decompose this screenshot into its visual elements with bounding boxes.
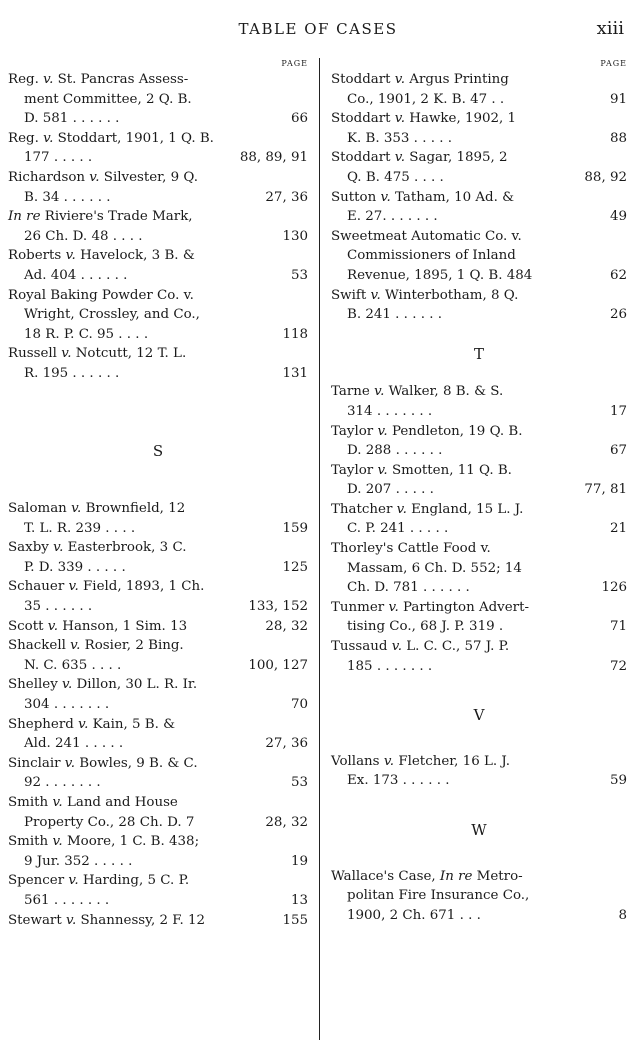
case-text: Saloman v. Brownfield, 12	[8, 501, 186, 517]
page-reference: 126	[601, 580, 627, 596]
case-text: Swift v. Winterbotham, 8 Q.	[331, 287, 519, 303]
case-line	[8, 129, 308, 149]
case-line	[331, 286, 627, 306]
page-header	[0, 18, 636, 44]
case-text: Taylor v. Smotten, 11 Q. B.	[331, 462, 512, 478]
case-text: Commissioners of Inland	[347, 248, 516, 264]
case-line	[331, 70, 627, 90]
page-reference: 88, 92	[584, 169, 627, 185]
case-entry	[8, 246, 308, 285]
case-entry	[331, 422, 627, 461]
case-line	[8, 148, 308, 168]
case-line	[8, 305, 308, 325]
case-text: Russell v. Notcutt, 12 T. L.	[8, 346, 187, 362]
case-line	[8, 813, 308, 833]
case-line	[331, 539, 627, 559]
page-reference: 71	[609, 619, 627, 635]
case-line	[331, 519, 627, 539]
right-column	[331, 58, 627, 925]
case-text: Ad. 404 . . . . . .	[24, 267, 128, 283]
case-line	[331, 598, 627, 618]
case-text: Wallace's Case,	[331, 868, 440, 884]
case-text: Wright, Crossley, and Co.,	[24, 307, 200, 323]
case-entry	[8, 793, 308, 832]
case-line	[331, 168, 627, 188]
case-entry	[8, 636, 308, 675]
case-line	[8, 499, 308, 519]
section-letter: W	[471, 821, 487, 839]
case-line	[331, 129, 627, 149]
case-entry	[8, 538, 308, 577]
case-text: Revenue, 1895, 1 Q. B. 484	[347, 267, 533, 283]
page-reference: 53	[290, 267, 308, 283]
case-entry	[331, 461, 627, 500]
case-entry	[331, 382, 627, 421]
case-text: Thatcher v. England, 15 L. J.	[331, 501, 524, 517]
page-reference: 77, 81	[584, 482, 627, 498]
page-reference: 28, 32	[265, 814, 308, 830]
case-line	[8, 70, 308, 90]
case-text: Tarne v. Walker, 8 B. & S.	[331, 384, 504, 400]
case-line	[8, 246, 308, 266]
case-entry	[331, 598, 627, 637]
case-entry	[8, 344, 308, 383]
case-line	[8, 109, 308, 129]
page-reference: 59	[609, 773, 627, 789]
page-reference: 27, 36	[265, 736, 308, 752]
case-entry	[331, 109, 627, 148]
case-text: Tussaud v. L. C. C., 57 J. P.	[331, 639, 510, 655]
case-line	[8, 715, 308, 735]
case-text: Co., 1901, 2 K. B. 47 . .	[347, 91, 505, 107]
page-reference: 125	[282, 559, 308, 575]
case-entry	[8, 70, 308, 129]
page-number: xiii	[596, 18, 624, 39]
case-line	[8, 538, 308, 558]
case-line	[8, 636, 308, 656]
case-line	[331, 188, 627, 208]
case-text: Riviere's Trade Mark,	[40, 209, 193, 225]
case-text: Stoddart v. Hawke, 1902, 1	[331, 111, 517, 127]
page-reference: 159	[282, 520, 308, 536]
page-reference: 118	[282, 326, 308, 342]
case-text: politan Fire Insurance Co.,	[347, 888, 530, 904]
case-line	[331, 559, 627, 579]
case-text: Ex. 173 . . . . . .	[347, 773, 450, 789]
page-reference: 28, 32	[265, 618, 308, 634]
case-line	[331, 305, 627, 325]
case-line	[8, 832, 308, 852]
case-text: 26 Ch. D. 48 . . . .	[24, 228, 143, 244]
case-line	[8, 793, 308, 813]
case-line	[331, 480, 627, 500]
case-line	[8, 558, 308, 578]
page-reference: 49	[609, 209, 627, 225]
case-line	[331, 657, 627, 677]
column-divider	[319, 58, 320, 1040]
case-text: Taylor v. Pendleton, 19 Q. B.	[331, 423, 523, 439]
case-text-italic: In re	[439, 868, 473, 884]
case-text: Sinclair v. Bowles, 9 B. & C.	[8, 755, 198, 771]
case-text: Ch. D. 781 . . . . . .	[347, 580, 470, 596]
page-column-label: PAGE	[600, 59, 627, 68]
case-text: T. L. R. 239 . . . .	[24, 520, 136, 536]
case-line	[8, 207, 308, 227]
case-text: Smith v. Land and House	[8, 795, 178, 810]
page-reference: 53	[290, 775, 308, 791]
case-entry	[331, 148, 627, 187]
page-reference: 8	[618, 907, 627, 923]
case-text: Reg. v. St. Pancras Assess-	[8, 72, 189, 87]
case-text: Richardson v. Silvester, 9 Q.	[8, 169, 198, 185]
case-text: 18 R. P. C. 95 . . . .	[24, 326, 149, 342]
case-text: Stewart v. Shannessy, 2 F. 12	[8, 912, 206, 928]
case-text: ment Committee, 2 Q. B.	[24, 91, 192, 107]
case-text: P. D. 339 . . . . .	[24, 559, 126, 575]
case-line	[331, 207, 627, 227]
page-column-label: PAGE	[281, 59, 308, 68]
case-entry	[8, 286, 308, 345]
case-text: 9 Jur. 352 . . . . .	[24, 853, 133, 869]
case-text-italic: In re	[8, 209, 41, 225]
case-text: Massam, 6 Ch. D. 552; 14	[347, 560, 522, 576]
case-entry	[8, 754, 308, 793]
case-entry	[8, 168, 308, 207]
page-reference: 66	[290, 111, 308, 127]
page-reference: 26	[609, 307, 627, 323]
case-line	[8, 675, 308, 695]
case-line	[331, 227, 627, 247]
case-text: Stoddart v. Sagar, 1895, 2	[331, 150, 508, 166]
case-text: R. 195 . . . . . .	[24, 365, 120, 381]
case-text: Smith v. Moore, 1 C. B. 438;	[8, 834, 200, 850]
case-text: Q. B. 475 . . . .	[347, 169, 444, 185]
case-text: Sweetmeat Automatic Co. v.	[331, 228, 522, 244]
page-reference: 67	[609, 443, 627, 459]
case-text: N. C. 635 . . . .	[24, 657, 122, 673]
case-text: Vollans v. Fletcher, 16 L. J.	[331, 753, 510, 769]
page-reference: 130	[282, 228, 308, 244]
case-text: Shepherd v. Kain, 5 B. &	[8, 716, 176, 732]
case-line	[331, 382, 627, 402]
case-line	[8, 325, 308, 345]
case-text: Roberts v. Havelock, 3 B. &	[8, 248, 195, 264]
case-line	[331, 500, 627, 520]
case-line	[331, 906, 627, 926]
case-line	[8, 852, 308, 872]
case-entry	[331, 500, 627, 539]
page-reference: 100, 127	[248, 657, 308, 673]
case-entry	[331, 752, 627, 791]
case-line	[8, 90, 308, 110]
left-column	[8, 58, 308, 930]
case-text: Saxby v. Easterbrook, 3 C.	[8, 540, 187, 556]
case-text: K. B. 353 . . . . .	[347, 130, 452, 146]
case-text: 185 . . . . . . .	[347, 658, 433, 674]
case-line	[8, 519, 308, 539]
case-line	[8, 773, 308, 793]
case-text: Shelley v. Dillon, 30 L. R. Ir.	[8, 677, 198, 693]
case-entry	[8, 715, 308, 754]
case-text: 561 . . . . . . .	[24, 892, 110, 908]
section-letter: V	[473, 706, 485, 725]
case-line	[331, 109, 627, 129]
case-line	[331, 637, 627, 657]
case-line	[331, 886, 627, 906]
case-entry	[331, 867, 627, 926]
case-line	[8, 266, 308, 286]
case-text: tising Co., 68 J. P. 319 .	[347, 619, 504, 635]
running-title: TABLE OF CASES	[238, 20, 398, 38]
case-text: Property Co., 28 Ch. D. 7	[24, 814, 195, 830]
case-text: D. 288 . . . . . .	[347, 443, 443, 459]
case-text: D. 581 . . . . . .	[24, 111, 120, 127]
case-line	[331, 90, 627, 110]
page-reference: 62	[609, 267, 627, 283]
case-text: Shackell v. Rosier, 2 Bing.	[8, 638, 184, 654]
page-reference: 88	[609, 130, 627, 146]
case-entry	[8, 499, 308, 538]
section-letter: S	[152, 441, 164, 460]
case-line	[331, 771, 627, 791]
case-line	[8, 871, 308, 891]
case-line	[8, 597, 308, 617]
case-entry	[331, 539, 627, 598]
case-text: C. P. 241 . . . . .	[347, 521, 449, 537]
page-reference: 13	[290, 892, 308, 908]
page-reference: 131	[282, 365, 308, 381]
case-line	[331, 441, 627, 461]
case-text: Scott v. Hanson, 1 Sim. 13	[8, 618, 188, 634]
case-text: Thorley's Cattle Food v.	[331, 541, 491, 557]
case-line	[8, 344, 308, 364]
case-line	[8, 227, 308, 247]
case-text: 35 . . . . . .	[24, 599, 93, 615]
page-reference: 91	[609, 91, 627, 107]
case-entry	[331, 188, 627, 227]
page-reference: 70	[290, 697, 308, 713]
case-line	[8, 911, 308, 931]
case-entry	[8, 129, 308, 168]
case-line	[331, 617, 627, 637]
case-line	[8, 577, 308, 597]
case-text: 177 . . . . .	[24, 150, 93, 166]
case-entry	[331, 70, 627, 109]
case-text: 314 . . . . . . .	[347, 403, 433, 419]
case-text: 304 . . . . . . .	[24, 697, 110, 713]
case-text: 92 . . . . . . .	[24, 775, 101, 791]
case-entry	[331, 637, 627, 676]
case-text: D. 207 . . . . .	[347, 482, 434, 498]
page-reference: 155	[282, 912, 308, 928]
case-entry	[8, 207, 308, 246]
case-text: Stoddart v. Argus Printing	[331, 72, 509, 87]
case-line	[331, 752, 627, 772]
case-entry	[8, 617, 308, 637]
case-line	[8, 695, 308, 715]
case-entry	[331, 227, 627, 286]
case-line	[8, 891, 308, 911]
case-entry	[8, 871, 308, 910]
case-line	[331, 578, 627, 598]
case-text: Sutton v. Tatham, 10 Ad. &	[331, 189, 515, 205]
case-line	[331, 148, 627, 168]
section-letter: T	[473, 344, 484, 363]
case-text: E. 27. . . . . . .	[347, 209, 438, 225]
page-reference: 88, 89, 91	[239, 150, 308, 166]
case-entry	[8, 911, 308, 931]
case-line	[331, 246, 627, 266]
page-reference: 27, 36	[265, 189, 308, 205]
case-line	[331, 461, 627, 481]
case-text: Royal Baking Powder Co. v.	[8, 287, 194, 303]
case-line	[8, 168, 308, 188]
page-reference: 17	[609, 403, 627, 419]
case-line	[8, 364, 308, 384]
case-line	[8, 617, 308, 637]
case-entry	[8, 577, 308, 616]
case-line	[331, 422, 627, 442]
case-line	[8, 188, 308, 208]
case-line	[331, 402, 627, 422]
case-line	[8, 734, 308, 754]
case-text: Ald. 241 . . . . .	[24, 736, 124, 752]
page-reference: 133, 152	[248, 599, 308, 615]
case-text: Metro-	[472, 868, 523, 884]
case-text: B. 34 . . . . . .	[24, 189, 111, 205]
case-line	[8, 286, 308, 306]
case-line	[8, 754, 308, 774]
case-text: Tunmer v. Partington Advert-	[331, 599, 529, 615]
page-reference: 19	[290, 853, 308, 869]
case-text: B. 241 . . . . . .	[347, 307, 442, 323]
case-text: 1900, 2 Ch. 671 . . .	[347, 907, 481, 923]
case-line	[331, 266, 627, 286]
case-entry	[331, 286, 627, 325]
case-text: Spencer v. Harding, 5 C. P.	[8, 873, 190, 889]
case-line	[8, 656, 308, 676]
case-text: Schauer v. Field, 1893, 1 Ch.	[8, 579, 205, 595]
case-line	[331, 867, 627, 887]
case-entry	[8, 675, 308, 714]
case-entry	[8, 832, 308, 871]
page-reference: 21	[609, 521, 627, 537]
case-text: Reg. v. Stoddart, 1901, 1 Q. B.	[8, 130, 214, 146]
page-reference: 72	[609, 658, 627, 674]
